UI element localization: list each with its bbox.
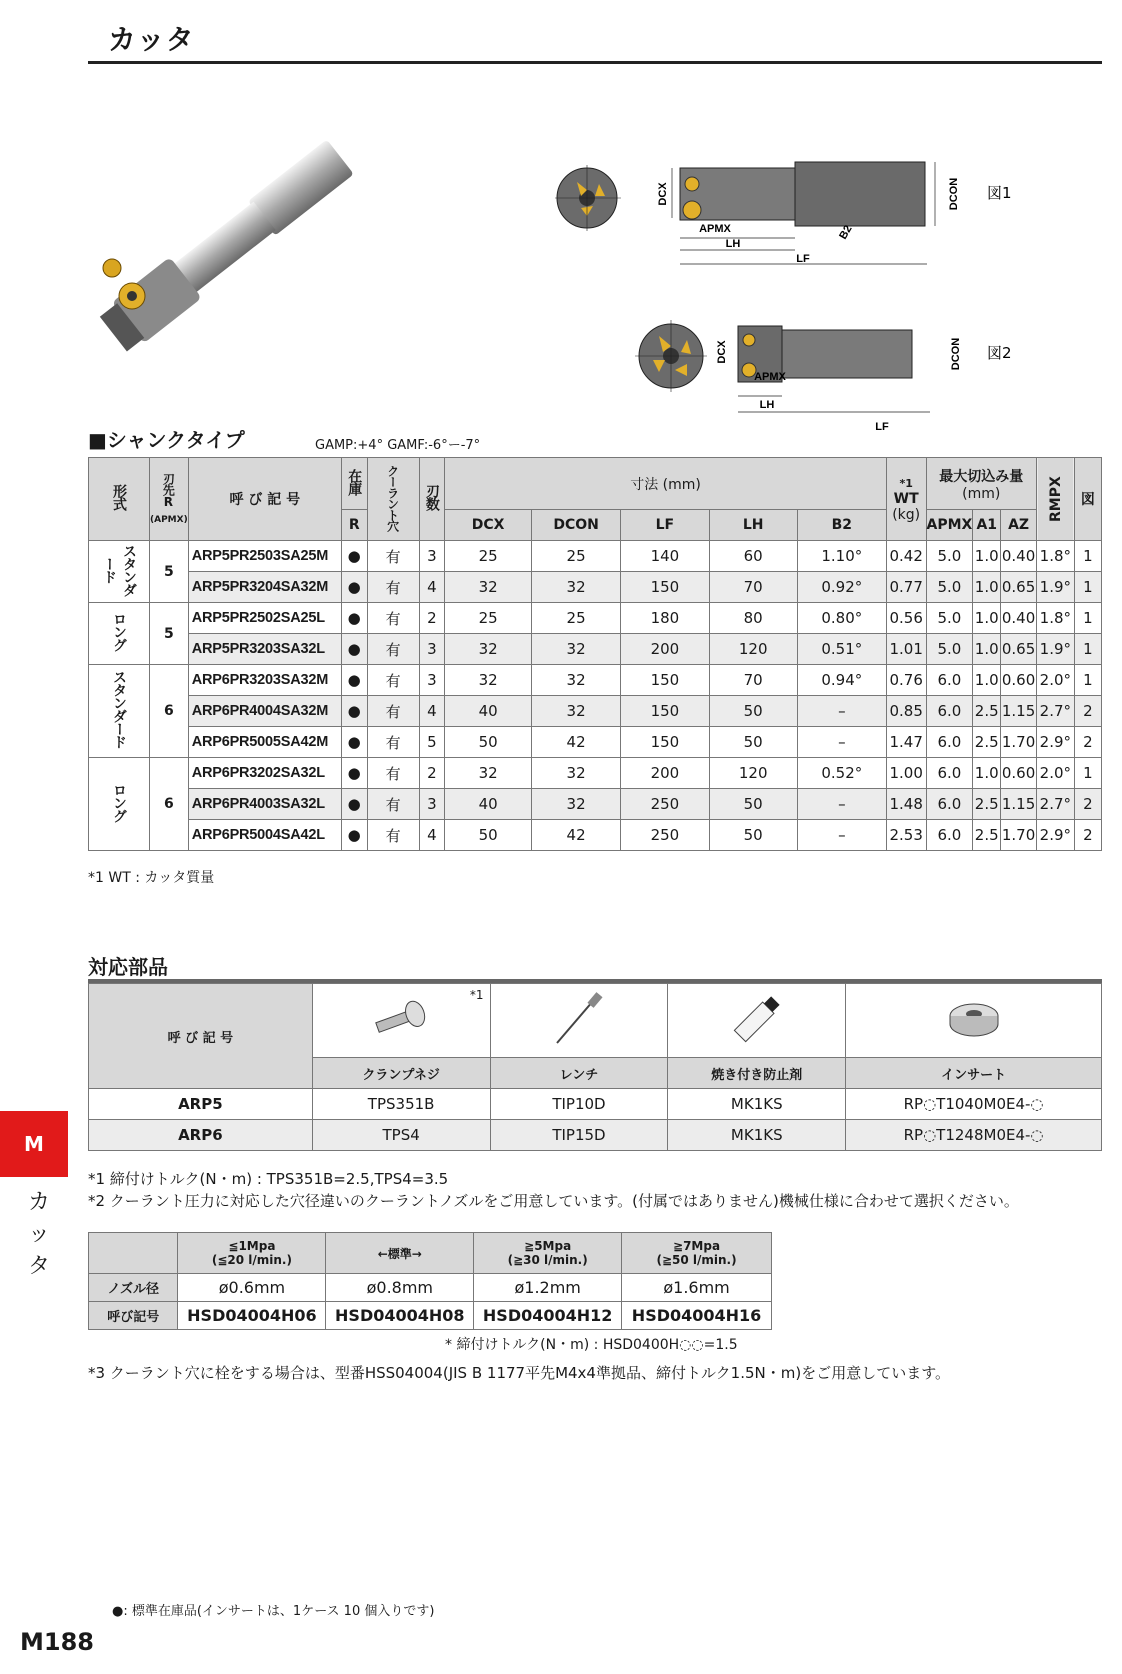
- table-cell: 0.60: [1001, 665, 1037, 696]
- table-cell: 2.5: [973, 696, 1001, 727]
- table-cell: 有: [367, 603, 419, 634]
- table-row: [89, 696, 1102, 727]
- table-cell: 32: [445, 572, 532, 603]
- table-cell: 32: [445, 634, 532, 665]
- table-cell: 32: [445, 758, 532, 789]
- table-cell: 0.65: [1001, 572, 1037, 603]
- shank-section-title: ■シャンクタイプ: [88, 428, 245, 452]
- table-cell: 1: [1074, 541, 1101, 572]
- clamp-screw-mark: *1: [469, 988, 484, 1002]
- row-code: ARP5PR2503SA25M: [188, 541, 341, 572]
- col-type: 形式: [89, 458, 150, 541]
- table-cell: 1.0: [973, 758, 1001, 789]
- table-cell: 2: [1074, 820, 1101, 851]
- table-cell: 25: [531, 603, 620, 634]
- table-cell: 0.56: [886, 603, 926, 634]
- col-cut: 最大切込み量 (mm): [926, 458, 1037, 510]
- insert-icon: [944, 994, 1004, 1044]
- table-row: [89, 603, 1102, 634]
- table-cell: 40: [445, 696, 532, 727]
- table-cell: –: [797, 820, 886, 851]
- row-type: ロング: [89, 758, 150, 851]
- col-lf: LF: [621, 510, 709, 541]
- table-cell: 2: [1074, 696, 1101, 727]
- page-title: カッタ: [108, 23, 195, 56]
- table-cell: 25: [445, 541, 532, 572]
- table-cell: 2.53: [886, 820, 926, 851]
- table-cell: 有: [367, 634, 419, 665]
- fig1-dcx-label: DCX: [657, 182, 669, 206]
- table-cell: 150: [621, 727, 709, 758]
- fig2-label: 図2: [987, 344, 1012, 362]
- anti-seize-image: [668, 984, 846, 1058]
- table-cell: 有: [367, 541, 419, 572]
- page-number: M188: [20, 1628, 94, 1656]
- parts-col-insert: インサート: [846, 1058, 1102, 1089]
- tube-icon: [727, 989, 787, 1049]
- table-cell: 1.9°: [1037, 572, 1075, 603]
- table-cell: 42: [531, 820, 620, 851]
- parts-col-wrench: レンチ: [490, 1058, 668, 1089]
- table-cell: 0.40: [1001, 541, 1037, 572]
- table-cell: 3: [419, 665, 445, 696]
- parts-section-title: 対応部品: [88, 955, 168, 979]
- table-cell: 2.0°: [1037, 758, 1075, 789]
- col-rmpx: RMPX: [1037, 458, 1075, 541]
- col-coolant: クーラント穴: [367, 458, 419, 541]
- table-cell: 250: [621, 789, 709, 820]
- table-cell: 150: [621, 572, 709, 603]
- insert-image: [846, 984, 1102, 1058]
- table-cell: 50: [709, 696, 797, 727]
- table-cell: 200: [621, 634, 709, 665]
- table-cell: 0.42: [886, 541, 926, 572]
- table-cell: 6.0: [926, 696, 973, 727]
- col-stock-sub: R: [341, 510, 367, 541]
- figure-2-diagram: [635, 318, 1075, 438]
- table-cell: ●: [341, 789, 367, 820]
- fig1-lf-label: LF: [796, 253, 810, 265]
- table-cell: 1: [1074, 758, 1101, 789]
- table-cell: 6.0: [926, 665, 973, 696]
- parts-note-1: *1 締付けトルク(N・m) : TPS351B=2.5,TPS4=3.5: [88, 1170, 449, 1188]
- table-cell: 2: [419, 758, 445, 789]
- table-cell: –: [797, 789, 886, 820]
- table-cell: 150: [621, 696, 709, 727]
- table-cell: 50: [709, 820, 797, 851]
- table-row: [89, 727, 1102, 758]
- clamp-screw-image: [312, 984, 490, 1058]
- table-cell: 2.5: [973, 820, 1001, 851]
- table-cell: 6.0: [926, 820, 973, 851]
- row-code: ARP5PR3204SA32M: [188, 572, 341, 603]
- row-code: ARP6PR5004SA42L: [188, 820, 341, 851]
- table-cell: 1.70: [1001, 727, 1037, 758]
- fig1-apmx-label: APMX: [699, 223, 731, 235]
- header-rule: [88, 61, 1102, 64]
- row-code: ARP6PR3203SA32M: [188, 665, 341, 696]
- table-cell: 1.0: [973, 572, 1001, 603]
- stock-legend: ●: 標準在庫品(インサートは、1ケース 10 個入りです): [112, 1604, 435, 1619]
- table-cell: ●: [341, 634, 367, 665]
- col-a1: A1: [973, 510, 1001, 541]
- col-az: AZ: [1001, 510, 1037, 541]
- table-cell: 80: [709, 603, 797, 634]
- table-cell: 0.65: [1001, 634, 1037, 665]
- table-cell: 120: [709, 634, 797, 665]
- table-row: [89, 541, 1102, 572]
- parts-code-header: 呼 び 記 号: [89, 984, 313, 1089]
- table-cell: 1: [1074, 572, 1101, 603]
- col-code: 呼 び 記 号: [188, 458, 341, 541]
- fig1-dcon-label: DCON: [948, 177, 960, 211]
- table-cell: 0.80°: [797, 603, 886, 634]
- table-cell: 70: [709, 572, 797, 603]
- table-cell: 42: [531, 727, 620, 758]
- col-dcx: DCX: [445, 510, 532, 541]
- section-tab-m[interactable]: M: [0, 1111, 68, 1177]
- row-code: ARP6PR5005SA42M: [188, 727, 341, 758]
- table-cell: 6.0: [926, 789, 973, 820]
- col-dims: 寸法 (mm): [445, 458, 887, 510]
- table-cell: ●: [341, 541, 367, 572]
- parts-col-clamp: クランプネジ: [312, 1058, 490, 1089]
- table-cell: ●: [341, 727, 367, 758]
- table-row: [89, 789, 1102, 820]
- table-cell: 1.15: [1001, 696, 1037, 727]
- table-cell: –: [797, 727, 886, 758]
- row-type: ロング: [89, 603, 150, 665]
- table-cell: 50: [709, 727, 797, 758]
- table-cell: 4: [419, 572, 445, 603]
- tool-photo: [80, 128, 380, 358]
- table-cell: ●: [341, 665, 367, 696]
- table-cell: 5.0: [926, 603, 973, 634]
- row-edge-r: 6: [150, 758, 189, 851]
- table-cell: 40: [445, 789, 532, 820]
- table-cell: 5.0: [926, 541, 973, 572]
- table-cell: 2.9°: [1037, 727, 1075, 758]
- table-cell: 6.0: [926, 727, 973, 758]
- table-cell: –: [797, 696, 886, 727]
- nozzle-head-2: ←標準→: [326, 1233, 474, 1274]
- table-cell: 0.85: [886, 696, 926, 727]
- fig1-lh-label: LH: [725, 238, 741, 250]
- table-cell: 0.60: [1001, 758, 1037, 789]
- parts-table: [88, 983, 1102, 1151]
- table-cell: 1.8°: [1037, 541, 1075, 572]
- fig2-dcon-label: DCON: [950, 337, 962, 371]
- col-edge-r: 刃先R (APMX): [150, 458, 189, 541]
- table-cell: 32: [531, 572, 620, 603]
- table-cell: 1.8°: [1037, 603, 1075, 634]
- table-cell: 6.0: [926, 758, 973, 789]
- table-cell: 3: [419, 541, 445, 572]
- nozzle-diameter-row: ノズル径 ø0.6mm ø0.8mm ø1.2mm ø1.6mm: [89, 1274, 772, 1302]
- table-cell: 1.0: [973, 603, 1001, 634]
- nozzle-torque-note: * 締付けトルク(N・m) : HSD0400H◌◌=1.5: [445, 1337, 738, 1353]
- table-cell: 50: [445, 727, 532, 758]
- table-cell: 60: [709, 541, 797, 572]
- row-type: スタンダード: [89, 541, 150, 603]
- table-cell: 180: [621, 603, 709, 634]
- table-cell: 32: [531, 758, 620, 789]
- fig2-apmx-label: APMX: [754, 371, 786, 383]
- table-cell: 0.40: [1001, 603, 1037, 634]
- table-cell: 250: [621, 820, 709, 851]
- table-cell: 4: [419, 820, 445, 851]
- screw-icon: [366, 994, 436, 1044]
- table-cell: 32: [531, 696, 620, 727]
- row-edge-r: 6: [150, 665, 189, 758]
- row-code: ARP6PR4004SA32M: [188, 696, 341, 727]
- fig2-dcx-label: DCX: [716, 340, 728, 364]
- row-code: ARP6PR3202SA32L: [188, 758, 341, 789]
- row-code: ARP5PR3203SA32L: [188, 634, 341, 665]
- shank-spec-table: [88, 457, 1102, 851]
- row-type: スタンダード: [89, 665, 150, 758]
- table-row: [89, 572, 1102, 603]
- nozzle-table: [88, 1232, 772, 1330]
- table-cell: 1.00: [886, 758, 926, 789]
- table-cell: 有: [367, 820, 419, 851]
- table-cell: 2.5: [973, 789, 1001, 820]
- figure-1-diagram: [555, 160, 1075, 285]
- table-cell: 3: [419, 789, 445, 820]
- table-cell: 2.5: [973, 727, 1001, 758]
- table-cell: 25: [445, 603, 532, 634]
- table-cell: 2.7°: [1037, 696, 1075, 727]
- nozzle-head-3: ≧5Mpa (≧30 l/min.): [474, 1233, 622, 1274]
- table-cell: 2.9°: [1037, 820, 1075, 851]
- table-cell: 1.10°: [797, 541, 886, 572]
- col-flutes: 刃数: [419, 458, 445, 541]
- table-cell: 1: [1074, 603, 1101, 634]
- col-wt: *1 WT (kg): [886, 458, 926, 541]
- parts-row: ARP6 TPS4 TIP15D MK1KS RP◌T1248M0E4-◌: [89, 1120, 1102, 1151]
- col-fig: 図: [1074, 458, 1101, 541]
- table-cell: 32: [531, 665, 620, 696]
- fig1-label: 図1: [987, 184, 1012, 202]
- parts-col-antiseize: 焼き付き防止剤: [668, 1058, 846, 1089]
- plug-note: *3 クーラント穴に栓をする場合は、型番HSS04004(JIS B 1177平先M4x4準拠品、締付トルク1.5N・m)をご用意しています。: [88, 1364, 951, 1382]
- table-cell: 有: [367, 572, 419, 603]
- table-cell: 2.0°: [1037, 665, 1075, 696]
- fig1-b2-label: B2: [837, 223, 855, 242]
- wrench-icon: [549, 989, 609, 1049]
- table-cell: 32: [531, 634, 620, 665]
- col-b2: B2: [797, 510, 886, 541]
- table-cell: 0.76: [886, 665, 926, 696]
- table-cell: 2.7°: [1037, 789, 1075, 820]
- table-cell: 5.0: [926, 634, 973, 665]
- table-cell: ●: [341, 820, 367, 851]
- table-cell: 有: [367, 665, 419, 696]
- row-edge-r: 5: [150, 541, 189, 603]
- parts-note-2: *2 クーラント圧力に対応した穴径違いのクーラントノズルをご用意しています。(付属ではありません)機械仕様に合わせて選択ください。: [88, 1192, 1019, 1210]
- col-dcon: DCON: [531, 510, 620, 541]
- parts-row: ARP5 TPS351B TIP10D MK1KS RP◌T1040M0E4-◌: [89, 1089, 1102, 1120]
- table-cell: 1.47: [886, 727, 926, 758]
- table-cell: 1.0: [973, 541, 1001, 572]
- table-cell: 25: [531, 541, 620, 572]
- table-cell: 1: [1074, 634, 1101, 665]
- row-code: ARP5PR2502SA25L: [188, 603, 341, 634]
- col-lh: LH: [709, 510, 797, 541]
- table-cell: 2: [419, 603, 445, 634]
- nozzle-head-4: ≧7Mpa (≧50 l/min.): [622, 1233, 772, 1274]
- side-category-label: カッタ: [28, 1190, 51, 1279]
- table-cell: 0.94°: [797, 665, 886, 696]
- row-code: ARP6PR4003SA32L: [188, 789, 341, 820]
- fig2-lf-label: LF: [875, 421, 889, 433]
- gamma-angles: GAMP:+4° GAMF:-6°ー-7°: [315, 438, 481, 453]
- col-apmx: APMX: [926, 510, 973, 541]
- table-cell: 32: [445, 665, 532, 696]
- table-row: [89, 634, 1102, 665]
- table-cell: 1: [1074, 665, 1101, 696]
- col-stock: 在庫: [341, 458, 367, 510]
- table-cell: 1.15: [1001, 789, 1037, 820]
- nozzle-code-row: 呼び記号 HSD04004H06 HSD04004H08 HSD04004H12 HSD04004H16: [89, 1302, 772, 1330]
- table-cell: 1.01: [886, 634, 926, 665]
- table-cell: 5.0: [926, 572, 973, 603]
- table-cell: 70: [709, 665, 797, 696]
- table-row: [89, 665, 1102, 696]
- wt-note: *1 WT : カッタ質量: [88, 870, 215, 886]
- table-cell: ●: [341, 603, 367, 634]
- table-cell: ●: [341, 696, 367, 727]
- table-cell: 2: [1074, 727, 1101, 758]
- table-cell: 1.48: [886, 789, 926, 820]
- table-cell: 1.0: [973, 634, 1001, 665]
- table-cell: 有: [367, 789, 419, 820]
- table-cell: 150: [621, 665, 709, 696]
- row-edge-r: 5: [150, 603, 189, 665]
- table-cell: 有: [367, 696, 419, 727]
- table-cell: 50: [709, 789, 797, 820]
- table-row: [89, 820, 1102, 851]
- table-cell: 32: [531, 789, 620, 820]
- nozzle-corner: [89, 1233, 178, 1274]
- table-cell: ●: [341, 758, 367, 789]
- table-cell: 4: [419, 696, 445, 727]
- table-cell: 5: [419, 727, 445, 758]
- table-cell: 有: [367, 727, 419, 758]
- table-row: [89, 758, 1102, 789]
- table-cell: 1.0: [973, 665, 1001, 696]
- table-cell: 0.77: [886, 572, 926, 603]
- table-cell: ●: [341, 572, 367, 603]
- table-cell: 0.52°: [797, 758, 886, 789]
- table-cell: 50: [445, 820, 532, 851]
- table-cell: 0.92°: [797, 572, 886, 603]
- table-cell: 3: [419, 634, 445, 665]
- table-cell: 140: [621, 541, 709, 572]
- table-cell: 有: [367, 758, 419, 789]
- table-cell: 1.70: [1001, 820, 1037, 851]
- fig2-lh-label: LH: [759, 399, 775, 411]
- table-cell: 0.51°: [797, 634, 886, 665]
- wrench-image: [490, 984, 668, 1058]
- table-cell: 200: [621, 758, 709, 789]
- table-cell: 1.9°: [1037, 634, 1075, 665]
- table-cell: 2: [1074, 789, 1101, 820]
- nozzle-head-1: ≦1Mpa (≦20 l/min.): [178, 1233, 326, 1274]
- table-cell: 120: [709, 758, 797, 789]
